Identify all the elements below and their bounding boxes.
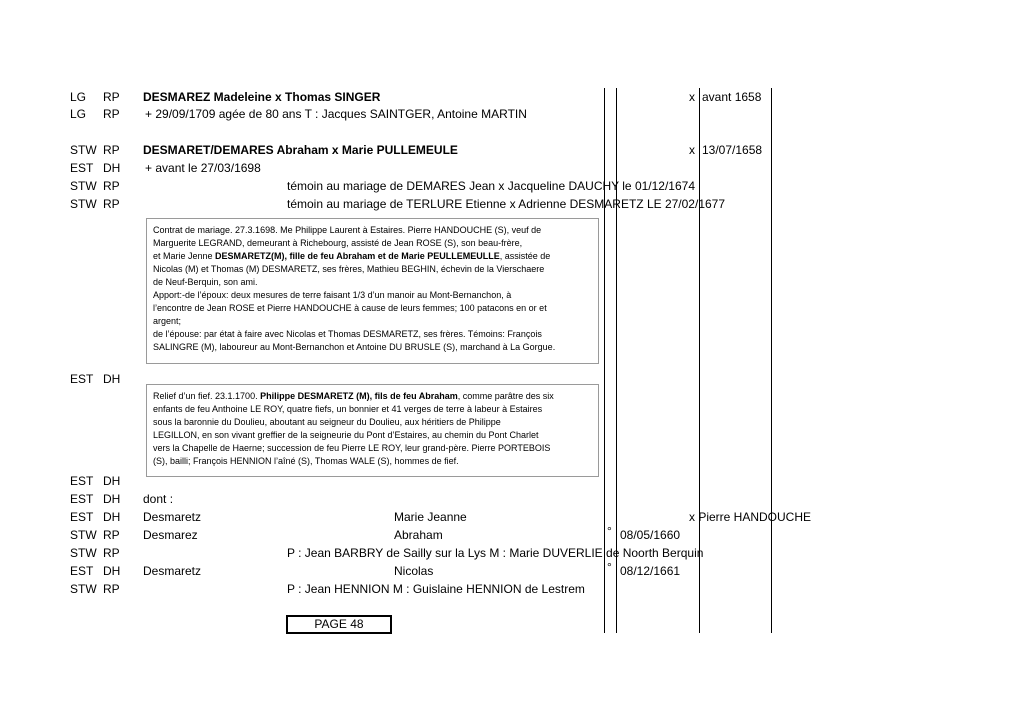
godparents-note: P : Jean BARBRY de Sailly sur la Lys M : Marie DUVERLIE de Noorth Berquin — [287, 546, 704, 560]
child-surname: Desmarez — [143, 528, 198, 542]
box-line: de Neuf-Berquin, son ami. — [153, 277, 258, 287]
row-col-a: EST — [70, 564, 94, 578]
box-text: Relief d’un fief. 23.1.1700. — [153, 391, 261, 401]
row-col-b: DH — [103, 492, 121, 506]
birth-date: 08/12/1661 — [620, 564, 681, 578]
fief-relief-box — [146, 384, 599, 477]
death-note: + 29/09/1709 agée de 80 ans T : Jacques SAINTGER, Antoine MARTIN — [145, 107, 527, 121]
entry-heading: DESMARET/DEMARES Abraham x Marie PULLEMEULE — [143, 143, 458, 157]
row-col-a: STW — [70, 197, 97, 211]
row-col-a: EST — [70, 510, 94, 524]
row-col-a: STW — [70, 143, 97, 157]
child-firstname: Marie Jeanne — [394, 510, 467, 524]
row-col-b: DH — [103, 161, 121, 175]
child-firstname: Abraham — [394, 528, 443, 542]
row-col-b: RP — [103, 179, 120, 193]
box-line: Contrat de mariage. 27.3.1698. Me Philippe Laurent à Estaires. Pierre HANDOUCHE (S), veuf de — [153, 225, 542, 235]
row-col-b: RP — [103, 107, 120, 121]
page-number: PAGE 48 — [314, 617, 364, 631]
box-bold-text: Philippe DESMARETZ (M), fils de feu Abraham — [260, 391, 458, 401]
birth-mark: ° — [607, 560, 612, 574]
box-text: et Marie Jenne — [153, 251, 216, 261]
row-col-a: STW — [70, 582, 97, 596]
box-text: , comme parâtre des six — [457, 391, 554, 401]
box-line: sous la baronnie du Doulieu, aboutant au seigneur du Doulieu, aux héritiers de Philippe — [153, 417, 501, 427]
box-line — [153, 250, 592, 263]
row-col-b: RP — [103, 582, 120, 596]
box-line: Apport:-de l’époux: deux mesures de terre faisant 1/3 d’un manoir au Mont-Bernanchon, à — [153, 290, 512, 300]
row-col-b: RP — [103, 90, 120, 104]
witness-note: témoin au mariage de DEMARES Jean x Jacqueline DAUCHY le 01/12/1674 — [287, 179, 695, 193]
box-text: , assistée de — [499, 251, 551, 261]
row-col-b: RP — [103, 528, 120, 542]
child-marriage: x Pierre HANDOUCHE — [689, 510, 812, 524]
box-line: enfants de feu Anthoine LE ROY, quatre fiefs, un bonnier et 41 verges de terre à labeur à Estaires — [153, 404, 543, 414]
child-surname: Desmaretz — [143, 564, 202, 578]
box-line: argent; — [153, 316, 182, 326]
child-firstname: Nicolas — [394, 564, 434, 578]
box-line — [153, 390, 592, 403]
row-col-a: LG — [70, 90, 87, 104]
godparents-note: P : Jean HENNION M : Guislaine HENNION de Lestrem — [287, 582, 585, 596]
row-col-a: STW — [70, 179, 97, 193]
children-label: dont : — [143, 492, 174, 506]
row-col-a: STW — [70, 546, 97, 560]
box-line: vers la Chapelle de Haerne; succession de feu Pierre LE ROY, leur grand-père. Pierre PORTEBOIS — [153, 443, 551, 453]
box-bold-text: DESMARETZ(M), fille de feu Abraham et de Marie PEULLEMEULLE — [215, 251, 500, 261]
witness-note: témoin au mariage de TERLURE Etienne x Adrienne DESMARETZ LE 27/02/1677 — [287, 197, 726, 211]
row-col-a: EST — [70, 474, 94, 488]
marriage-date: avant 1658 — [702, 90, 762, 104]
death-note: + avant le 27/03/1698 — [145, 161, 261, 175]
row-col-b: RP — [103, 197, 120, 211]
marriage-contract-box — [146, 218, 599, 364]
row-col-b: DH — [103, 372, 121, 386]
box-line: SALINGRE (M), laboureur au Mont-Bernanchon et Antoine DU BRUSLE (S), marchand à La Gorgue. — [153, 342, 556, 352]
marriage-date: 13/07/1658 — [702, 143, 763, 157]
row-col-b: DH — [103, 510, 121, 524]
row-col-b: RP — [103, 143, 120, 157]
marriage-mark: x — [689, 90, 695, 104]
page-number-box — [286, 615, 392, 634]
box-line: de l’épouse: par état à faire avec Nicolas et Thomas DESMARETZ, ses frères. Témoins: François — [153, 329, 542, 339]
vertical-rule-4 — [771, 88, 772, 633]
row-col-b: DH — [103, 564, 121, 578]
row-col-b: DH — [103, 474, 121, 488]
birth-date: 08/05/1660 — [620, 528, 681, 542]
marriage-mark: x — [689, 143, 695, 157]
box-line: Marguerite LEGRAND, demeurant à Richebourg, assisté de Jean ROSE (S), son beau-frère, — [153, 238, 523, 248]
box-line: Nicolas (M) et Thomas (M) DESMARETZ, ses frères, Mathieu BEGHIN, échevin de la Vierschaere — [153, 264, 545, 274]
box-line: l’encontre de Jean ROSE et Pierre HANDOUCHE à cause de leurs femmes; 100 patacons en or et — [153, 303, 547, 313]
box-line: LEGILLON, en son vivant greffier de la seigneurie du Pont d’Estaires, au chemin du Pont Charlet — [153, 430, 539, 440]
row-col-a: EST — [70, 372, 94, 386]
child-surname: Desmaretz — [143, 510, 202, 524]
row-col-a: EST — [70, 161, 94, 175]
entry-heading: DESMAREZ Madeleine x Thomas SINGER — [143, 90, 381, 104]
birth-mark: ° — [607, 524, 612, 538]
row-col-a: EST — [70, 492, 94, 506]
row-col-a: STW — [70, 528, 97, 542]
row-col-a: LG — [70, 107, 87, 121]
row-col-b: RP — [103, 546, 120, 560]
box-line: (S), bailli; François HENNION l’aîné (S), Thomas WALE (S), hommes de fief. — [153, 456, 459, 466]
